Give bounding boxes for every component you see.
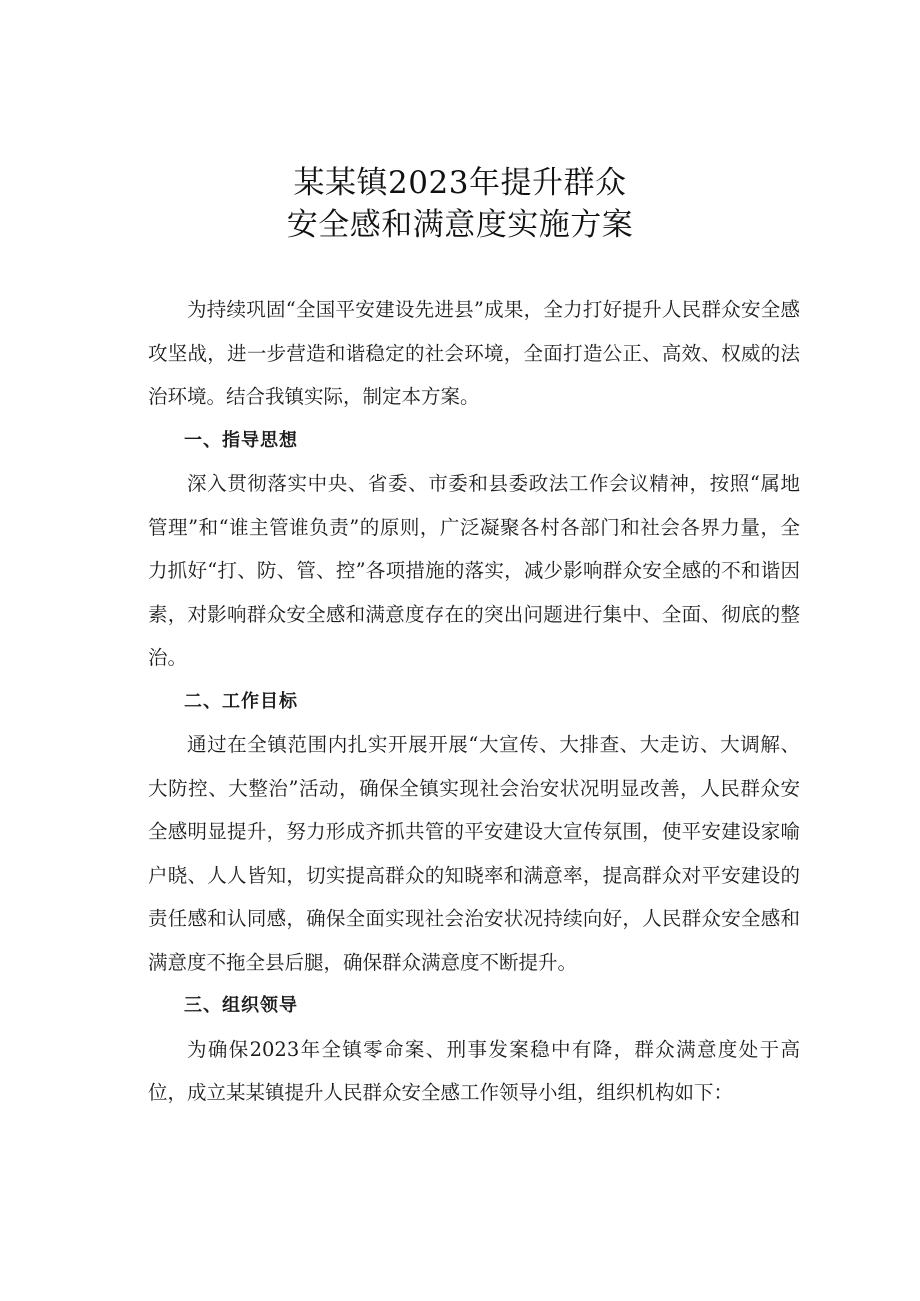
section-heading-work-goals: 二、工作目标	[184, 690, 298, 712]
document-title-line-1: 某某镇2023年提升群众	[293, 165, 627, 201]
intro-paragraph: 为持续巩固“全国平安建设先进县”成果，全力打好提升人民群众安全感攻坚战，进一步营造和谐稳定的社会环境，全面打造公正、高效、权威的法治环境。结合我镇实际，制定本方案。	[148, 298, 800, 408]
document-title-line-2: 安全感和满意度实施方案	[286, 207, 634, 243]
document-body	[148, 288, 800, 1115]
section-paragraph-work-goals: 通过在全镇范围内扎实开展开展“大宣传、大排查、大走访、大调解、大防控、大整治”活动，确保全镇实现社会治安状况明显改善，人民群众安全感明显提升，努力形成齐抓共管的平安建设大宣传氛围，使平安建设家喻户晓、人人皆知，切实提高群众的知晓率和满意率，提高群众对平安建设的责任感和认同感，确保全面实现社会治安状况持续向好，人民群众安全感和满意度不拖全县后腿，确保群众满意度不断提升。	[148, 733, 800, 974]
section-paragraph-organization: 为确保2023年全镇零命案、刑事发案稳中有降，群众满意度处于高位，成立某某镇提升人民群众安全感工作领导小组，组织机构如下：	[148, 1037, 800, 1104]
section-heading-organization: 三、组织领导	[184, 995, 298, 1016]
section-heading-guiding-ideology: 一、指导思想	[184, 429, 298, 451]
section-paragraph-guiding-ideology: 深入贯彻落实中央、省委、市委和县委政法工作会议精神，按照“属地管理”和“谁主管谁负责”的原则，广泛凝聚各村各部门和社会各界力量，全力抓好“打、防、管、控”各项措施的落实，减少影响群众安全感的不和谐因素，对影响群众安全感和满意度存在的突出问题进行集中、全面、彻底的整治。	[148, 472, 800, 669]
